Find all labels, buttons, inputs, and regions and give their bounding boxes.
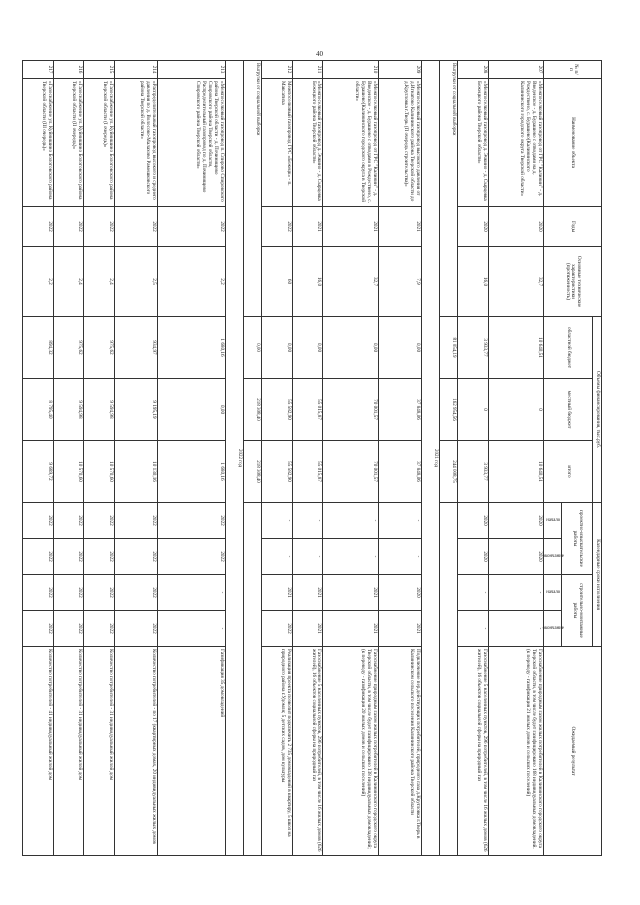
row-year: 2022	[84, 207, 115, 247]
row-number: 211	[292, 61, 323, 79]
construction-start: -	[457, 575, 488, 611]
construction-start: 2021	[261, 575, 292, 611]
fin-local: 9 195,19	[115, 379, 158, 441]
header-design: проектно-изыскательские работы	[562, 503, 593, 575]
row-number: 213	[158, 61, 226, 79]
construction-end: 2021	[323, 611, 378, 647]
row-spec: 2,5	[115, 247, 158, 317]
design-start: 2022	[53, 503, 84, 539]
construction-start: 2021	[323, 575, 378, 611]
design-end: 2022	[22, 539, 53, 575]
table-row	[53, 61, 84, 856]
object-name: Межпоселковый газопровод ГРС «Бежецк» - п. Максатиха	[261, 79, 292, 207]
fin-local: 0	[488, 379, 543, 441]
table-row	[323, 61, 378, 856]
object-name: «Газоснабжение ул. Куйнишино Бологовского района Тверской области (I очередь)»	[84, 79, 115, 207]
fin-oblast: 975,62	[84, 317, 115, 379]
fin-total: 9 689,72	[22, 441, 53, 503]
row-number: 217	[22, 61, 53, 79]
fin-local: 55 582,90	[261, 379, 292, 441]
expected-result: Газификация 35 домовладений	[158, 647, 226, 856]
subtotal-oblast: 81 054,19	[439, 317, 457, 379]
fin-local: 8 795,40	[22, 379, 53, 441]
fin-oblast: 10 640,51	[488, 317, 543, 379]
row-spec: 60	[261, 247, 292, 317]
header-deadlines: Календарные сроки исполнения	[593, 503, 602, 647]
row-year: 2021	[292, 207, 323, 247]
row-spec: 2,2	[158, 247, 226, 317]
object-name: «Межпоселковый газопровод п. Спирово Спировского района Тверской области - д. Починищево Спировского района Тверской области, Распределительный газопровод по д. Починищево Спировского района Тверской области»	[158, 79, 226, 207]
fin-local: 55 015,87	[292, 379, 323, 441]
expected-result: Газоснабжение 5 населенных пунктов, 296 потребителей, в том числе 16 жилых домов (626 жителей), 16 объектов социальной сферы на природный газ	[292, 647, 323, 856]
construction-end: -	[457, 611, 488, 647]
expected-result: Количество потребителей - по 17 (квартирных домах, 20 индивидуальных жилых домов	[115, 647, 158, 856]
header-years: Годы	[544, 207, 602, 247]
fin-local: 9 594,98	[84, 379, 115, 441]
fin-local: 0,00	[158, 379, 226, 441]
header-design-end: окончание	[544, 539, 562, 575]
rotated-sheet	[40, 60, 602, 855]
fin-total: 3 933,77	[457, 441, 488, 503]
object-name: «Межпоселковый газопровод д. Эчкино - д. Сырцевка Бежецкого района Тверской области»	[457, 79, 488, 207]
table-row	[261, 61, 292, 856]
page-number: 40	[316, 50, 323, 58]
row-number: 212	[261, 61, 292, 79]
header-fin-local: местный бюджет	[544, 379, 593, 441]
object-name: «Межпоселковый газопровод от ГРС "Калинин" - д. Введенское - д. Бурашево с отводами на д. Рождествено, с. Бурашево(Калининского Калининского городского округа Тверской области»	[488, 79, 543, 207]
row-spec: 2,2	[22, 247, 53, 317]
object-name: «Распределительный газопровод высокого и среднего давления по д. Волосово-Малахово Рамешковского района Тверской области»	[115, 79, 158, 207]
construction-start: 2020	[378, 575, 421, 611]
subtotal-row-2021	[243, 61, 261, 856]
construction-start: 2022	[22, 575, 53, 611]
design-start: -	[261, 503, 292, 539]
fin-oblast: 0,00	[292, 317, 323, 379]
design-start: 2022	[115, 503, 158, 539]
table-row	[158, 61, 226, 856]
row-year: 2020	[488, 207, 543, 247]
year-divider-2022	[225, 61, 243, 856]
fin-oblast: 0,00	[323, 317, 378, 379]
fin-oblast: 1 680,16	[158, 317, 226, 379]
design-end: 2022	[84, 539, 115, 575]
design-end: -	[378, 539, 421, 575]
fin-total: 70 001,57	[323, 441, 378, 503]
header-construction-start: начало	[544, 575, 562, 611]
fin-total: 37 848,06	[378, 441, 421, 503]
design-end: -	[261, 539, 292, 575]
subtotal-total: 244 008,75	[439, 441, 457, 503]
design-start: 2020	[457, 503, 488, 539]
construction-end: 2022	[53, 611, 84, 647]
row-number: 209	[378, 61, 421, 79]
expected-result: Количество потребителей - 31 индивидуальный жилой дом	[84, 647, 115, 856]
table-row	[115, 61, 158, 856]
subtotal-total: 218 308,40	[243, 441, 261, 503]
design-end: -	[292, 539, 323, 575]
construction-start: 2022	[84, 575, 115, 611]
expected-result: Газоснабжение природным газом жилых потребителей в Калининского городского округа Тверской области, в том числе будет газифицировано 138 индивидуальных домовладений; (к переводу - газификация 20 жилых домов и сельских поселений)	[323, 647, 378, 856]
row-number: 215	[84, 61, 115, 79]
header-num: № п/п	[544, 61, 602, 79]
header-fin-oblast: областной бюджет	[544, 317, 593, 379]
object-name: «Газоснабжение ул. Куйнишино Бологовского района Тверской области (II очередь)»	[53, 79, 84, 207]
row-spec: 2,4	[84, 247, 115, 317]
row-spec: 16,0	[292, 247, 323, 317]
design-start: -	[292, 503, 323, 539]
subtotal-local: 218 308,40	[243, 379, 261, 441]
fin-total: 10 640,51	[488, 441, 543, 503]
fin-oblast: 3 933,77	[457, 317, 488, 379]
row-number: 210	[323, 61, 378, 79]
table-row	[292, 61, 323, 856]
construction-start: 2021	[292, 575, 323, 611]
row-year: 2020	[457, 207, 488, 247]
object-name: «Межпоселковый газопровод от ГРС "Калинин" - д. Введенское - д. Бурашево с отводами в Рождествено, с. Бурашево(Калининского городского округа в Тверской области»	[323, 79, 378, 207]
fin-local: 0	[457, 379, 488, 441]
expected-result: Количество потребителей - 31 индивидуальный жилой дом	[53, 647, 84, 856]
financing-table	[22, 60, 602, 856]
design-end: 2022	[115, 539, 158, 575]
table-row	[22, 61, 53, 856]
year-divider-2021	[421, 61, 439, 856]
expected-result: Подключение пер.действующих потребителей, природного газа д.Кругловка г.Тверь в Калининском сельского поселения Калининского района Тверской области	[378, 647, 421, 856]
construction-end: 2021	[378, 611, 421, 647]
row-number: 207	[488, 61, 543, 79]
year-label: 2021 год	[421, 61, 439, 856]
expected-result: Количество потребителей - 41 индивидуальный жилой дом	[22, 647, 53, 856]
expected-result: Газоснабжение природным газом жилых потребителей в Калининского городского округа Тверской области, в том числе будет газифицировано 168 индивидуальных домовладений. (к переводу - газификация 21 жилых домов и сельских поселений)	[488, 647, 543, 856]
construction-start: 2022	[53, 575, 84, 611]
fin-local: 9 594,98	[53, 379, 84, 441]
header-result: Ожидаемый результат	[544, 647, 602, 856]
row-spec: 2,4	[53, 247, 84, 317]
object-name: «Межпоселковый газопровод высокого давления от д.Игнатово Калининского района Тверской области до д.Кругловка г.Тверь (П очередь строительства)»	[378, 79, 421, 207]
table-row	[378, 61, 421, 856]
subtotal-label: Выгрузки от социальной выборки	[439, 61, 457, 317]
subtotal-oblast: 0,00	[243, 317, 261, 379]
year-label: 2022 год	[225, 61, 243, 856]
fin-total: 10 130,16	[115, 441, 158, 503]
design-end: 2020	[488, 539, 543, 575]
subtotal-local: 162 954,56	[439, 379, 457, 441]
header-construction-end: окончание	[544, 611, 562, 647]
fin-oblast: 975,62	[53, 317, 84, 379]
fin-total: 55 582,90	[261, 441, 292, 503]
subtotal-row-2020	[439, 61, 457, 856]
construction-end: 2022	[84, 611, 115, 647]
design-end: 2022	[53, 539, 84, 575]
row-year: 2022	[158, 207, 226, 247]
construction-end: -	[488, 611, 543, 647]
row-year: 2021	[323, 207, 378, 247]
construction-start: 2022	[115, 575, 158, 611]
row-year: 2022	[22, 207, 53, 247]
row-spec: 7,9	[378, 247, 421, 317]
header-row-1	[593, 61, 602, 856]
design-start: 2022	[158, 503, 226, 539]
row-year: 2022	[115, 207, 158, 247]
fin-local: 37 848,06	[378, 379, 421, 441]
fin-total: 10 570,60	[53, 441, 84, 503]
fin-total: 55 015,87	[292, 441, 323, 503]
fin-total: 10 570,60	[84, 441, 115, 503]
table-row	[84, 61, 115, 856]
row-number: 216	[53, 61, 84, 79]
expected-result: Реализация проекта позволит подключить 2 735 домовладений в квартиру, 5 школ на природного района г.Удомля; 5 детских садов, дом культуры	[261, 647, 292, 856]
subtotal-label: Выгрузки от социальной выборки	[243, 61, 261, 317]
construction-end: 2022	[261, 611, 292, 647]
construction-start: -	[158, 575, 226, 611]
fin-oblast: 0,00	[378, 317, 421, 379]
header-spec: Основные технические характеристики (протяженность)	[544, 247, 602, 317]
table-row	[457, 61, 488, 856]
design-start: 2022	[84, 503, 115, 539]
header-construction: строительно-монтажные работы	[562, 575, 593, 647]
row-number: 208	[457, 61, 488, 79]
construction-end: -	[158, 611, 226, 647]
row-year: 2022	[261, 207, 292, 247]
header-fin-total: итого	[544, 441, 593, 503]
fin-oblast: 934,97	[115, 317, 158, 379]
row-spec: 32,7	[323, 247, 378, 317]
row-spec: 16,0	[457, 247, 488, 317]
header-name: Наименование объекта	[544, 79, 602, 207]
construction-end: 2022	[22, 611, 53, 647]
design-end: 2022	[158, 539, 226, 575]
construction-end: 2021	[292, 611, 323, 647]
construction-end: 2022	[115, 611, 158, 647]
construction-start: -	[488, 575, 543, 611]
row-year: 2022	[53, 207, 84, 247]
row-number: 214	[115, 61, 158, 79]
header-financing: Объемы финансирования, тыс.руб.	[593, 317, 602, 503]
expected-result: Газоснабжение 5 населенных пунктов, 296 потребителей, в том числе 16 жилых домов (626 жителей), 16 объектов социальной сферы на природный газ	[457, 647, 488, 856]
fin-oblast: 0,00	[261, 317, 292, 379]
design-start: 2022	[22, 503, 53, 539]
fin-oblast: 894,32	[22, 317, 53, 379]
design-start: -	[378, 503, 421, 539]
design-start: 2020	[488, 503, 543, 539]
header-design-start: начало	[544, 503, 562, 539]
object-name: «Межпоселковый газопровод д. Эчкино - д. Сырцевка Бежецкого района Тверской области»	[292, 79, 323, 207]
row-spec: 32,7	[488, 247, 543, 317]
design-end: -	[323, 539, 378, 575]
design-end: 2020	[457, 539, 488, 575]
row-year: 2021	[378, 207, 421, 247]
table-row	[488, 61, 543, 856]
object-name: «Газоснабжение ул. Куйнишино Бологовского района Тверской области (III очередь)»	[22, 79, 53, 207]
fin-local: 70 001,57	[323, 379, 378, 441]
design-start: -	[323, 503, 378, 539]
fin-total: 1 680,16	[158, 441, 226, 503]
